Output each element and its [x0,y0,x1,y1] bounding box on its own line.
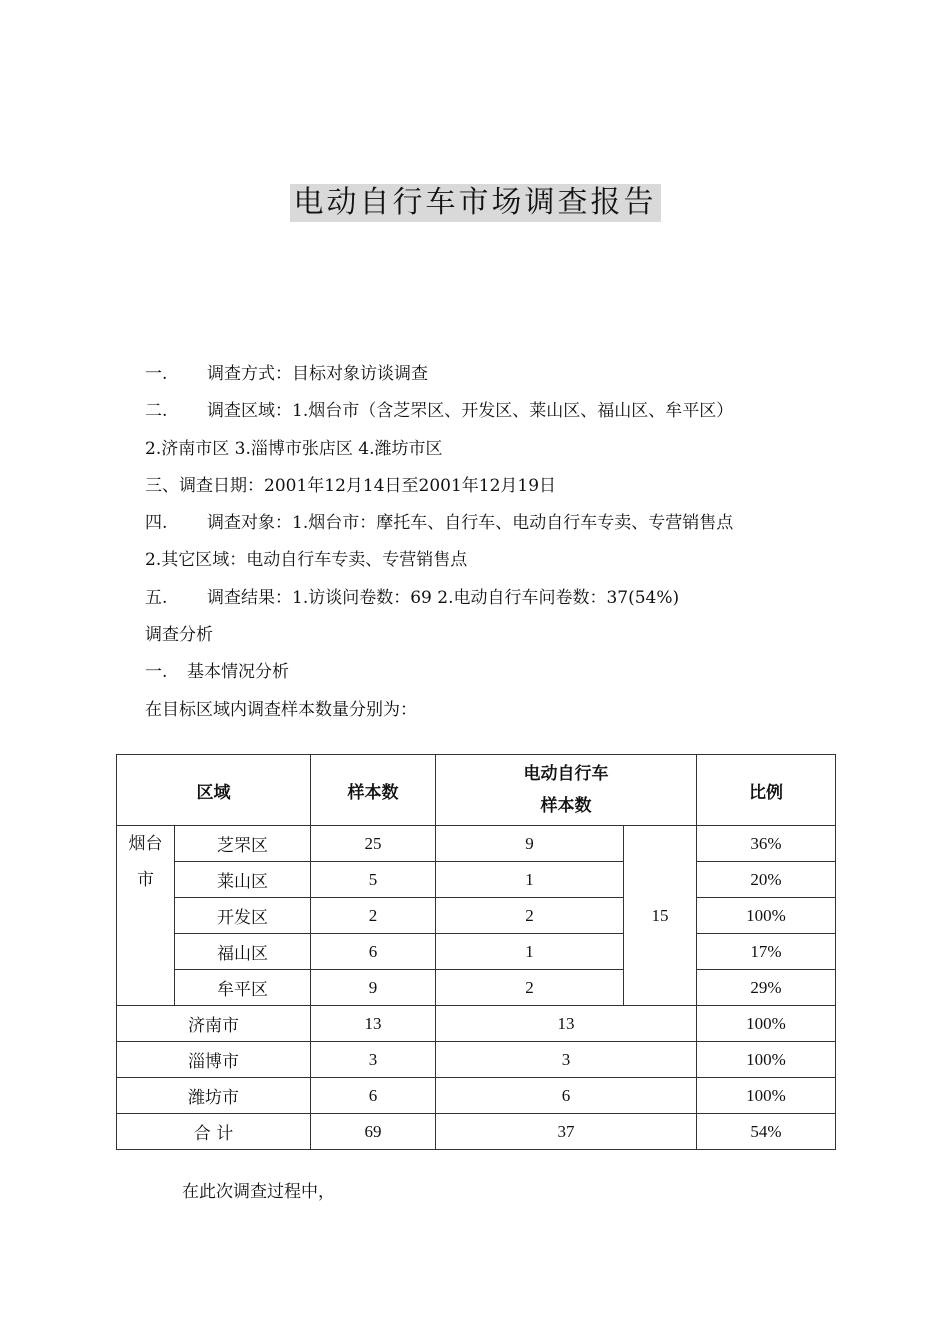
line-survey-target [145,511,733,535]
ratio-cell: 100% [697,1042,836,1078]
samples-cell: 5 [311,862,436,898]
ebike-cell: 37 [436,1114,697,1150]
line-text: 调查分析 [145,625,213,645]
ebike-cell: 3 [436,1042,697,1078]
table-row [117,934,836,970]
samples-cell: 25 [311,826,436,862]
line-text: 调查对象：1.烟台市：摩托车、自行车、电动自行车专卖、专营销售点 [207,513,734,533]
district-cell: 福山区 [175,934,311,970]
samples-cell: 9 [311,970,436,1006]
ebike-cell: 13 [436,1006,697,1042]
table-header-row [117,755,836,826]
line-text: 调查结果：1.访谈问卷数：69 2.电动自行车问卷数：37(54%) [207,588,680,608]
sample-table [116,754,836,1150]
city-label-line1: 烟台 [128,834,163,854]
ratio-cell: 20% [697,862,836,898]
table-row [117,1042,836,1078]
header-samples: 样本数 [311,755,436,826]
ratio-cell: 100% [697,898,836,934]
table-row [117,970,836,1006]
table-row [117,826,836,862]
city-label-line2: 市 [137,870,154,890]
table-total-row [117,1114,836,1150]
region-cell: 淄博市 [117,1042,311,1078]
ratio-cell: 17% [697,934,836,970]
line-number: 二. [145,401,168,421]
table-row [117,862,836,898]
samples-cell: 6 [311,934,436,970]
ebike-cell: 1 [436,934,624,970]
header-region: 区域 [117,755,311,826]
line-basic-analysis [145,660,289,684]
district-cell: 牟平区 [175,970,311,1006]
line-text: 基本情况分析 [187,662,289,682]
line-number: 五. [145,588,168,608]
line-number: 四. [145,513,168,533]
title-wrap [0,184,950,222]
line-survey-area-cont [145,437,442,461]
ebike-cell: 2 [436,970,624,1006]
district-cell: 开发区 [175,898,311,934]
line-sample-intro [145,698,417,722]
samples-cell: 6 [311,1078,436,1114]
header-ebike-line2: 样本数 [540,796,592,816]
line-survey-method [145,362,428,386]
line-survey-result [145,586,679,610]
district-cell: 莱山区 [175,862,311,898]
table-row [117,1078,836,1114]
samples-cell: 69 [311,1114,436,1150]
samples-cell: 3 [311,1042,436,1078]
closing-paragraph: 在此次调查过程中， [182,1182,335,1202]
ebike-cell: 6 [436,1078,697,1114]
district-cell: 芝罘区 [175,826,311,862]
line-text: 调查方式：目标对象访谈调查 [207,364,428,384]
ratio-cell: 29% [697,970,836,1006]
ratio-cell: 100% [697,1006,836,1042]
ratio-cell: 36% [697,826,836,862]
header-ebike [436,755,697,826]
table-row [117,898,836,934]
line-text: 三、调查日期：2001年12月14日至2001年12月19日 [145,476,557,496]
header-ratio: 比例 [697,755,836,826]
ratio-cell: 100% [697,1078,836,1114]
line-survey-area [145,399,733,423]
line-number: 一. [145,662,168,682]
header-ebike-line1: 电动自行车 [523,764,609,784]
ebike-cell: 2 [436,898,624,934]
line-survey-target-cont [145,548,467,572]
ratio-cell: 54% [697,1114,836,1150]
line-survey-date [145,474,556,498]
document-title: 电动自行车市场调查报告 [290,184,661,222]
line-text: 2.其它区域：电动自行车专卖、专营销售点 [145,550,468,570]
total-label-cell: 合 计 [117,1114,311,1150]
yantai-ebike-total-cell: 15 [624,826,697,1006]
samples-cell: 2 [311,898,436,934]
line-text: 2.济南市区 3.淄博市张店区 4.潍坊市区 [145,439,443,459]
line-text: 在目标区域内调查样本数量分别为： [145,700,417,720]
line-analysis-heading [145,623,213,647]
city-cell-yantai [117,826,175,1006]
ebike-cell: 1 [436,862,624,898]
samples-cell: 13 [311,1006,436,1042]
table-row [117,1006,836,1042]
region-cell: 济南市 [117,1006,311,1042]
region-cell: 潍坊市 [117,1078,311,1114]
ebike-cell: 9 [436,826,624,862]
line-number: 一. [145,364,168,384]
line-text: 调查区域：1.烟台市（含芝罘区、开发区、莱山区、福山区、牟平区） [207,401,734,421]
